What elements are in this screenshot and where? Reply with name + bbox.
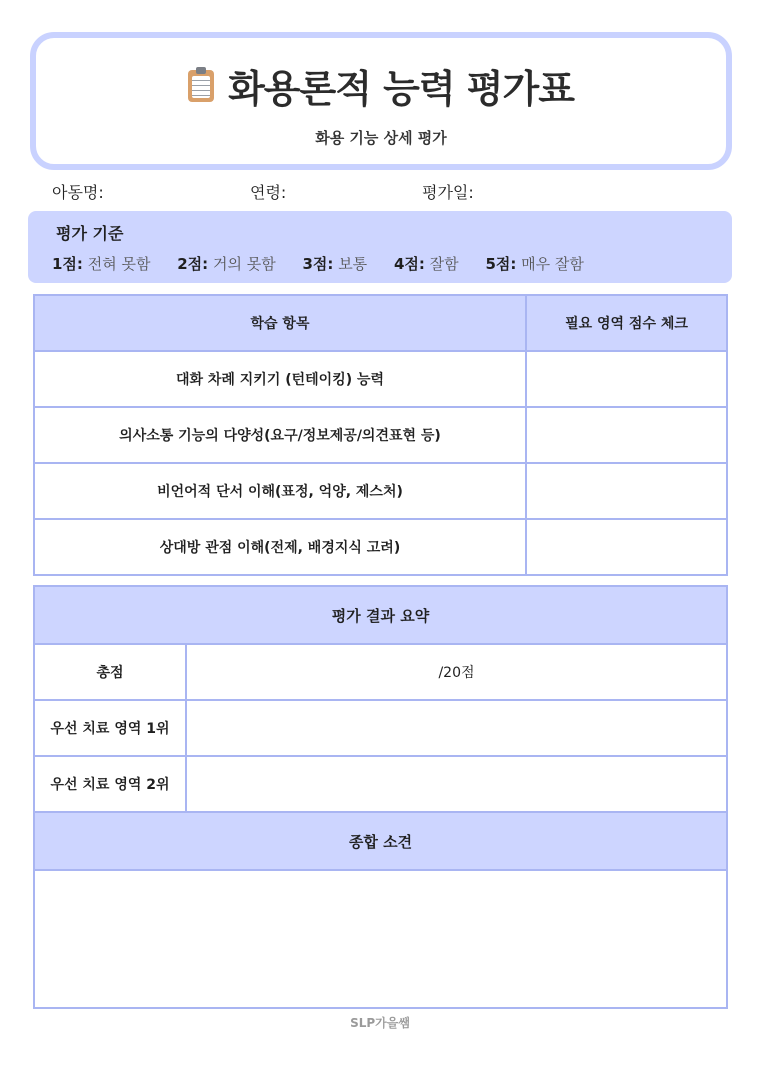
criteria-score: 5점: <box>485 255 517 273</box>
item-label: 상대방 관점 이해(전제, 배경지식 고려) <box>34 519 526 575</box>
opinion-field[interactable] <box>34 870 727 1008</box>
age-label: 연령: <box>250 183 287 202</box>
priority2-label: 우선 치료 영역 2위 <box>34 756 186 812</box>
table-row <box>34 644 727 700</box>
priority1-label: 우선 치료 영역 1위 <box>34 700 186 756</box>
opinion-title: 종합 소견 <box>34 812 727 870</box>
criteria-item <box>485 255 583 273</box>
score-check-cell[interactable] <box>526 407 727 463</box>
page-title-row <box>36 58 726 113</box>
table-row <box>34 351 727 407</box>
priority2-value[interactable] <box>186 756 727 812</box>
summary-title: 평가 결과 요약 <box>34 586 727 644</box>
col-item-header: 학습 항목 <box>34 295 526 351</box>
criteria-score: 4점: <box>393 255 425 273</box>
criteria-score: 3점: <box>302 255 334 273</box>
criteria-item <box>52 255 150 273</box>
score-check-cell[interactable] <box>526 519 727 575</box>
priority1-value[interactable] <box>186 700 727 756</box>
criteria-item <box>302 255 367 273</box>
date-label: 평가일: <box>422 183 474 202</box>
page-subtitle: 화용 기능 상세 평가 <box>315 129 447 147</box>
criteria-item <box>177 255 275 273</box>
criteria-text: 거의 못함 <box>212 255 276 273</box>
criteria-box <box>28 211 732 283</box>
criteria-items <box>52 253 606 274</box>
table-row <box>34 700 727 756</box>
item-label: 비언어적 단서 이해(표정, 억양, 제스처) <box>34 463 526 519</box>
criteria-text: 매우 잘함 <box>521 255 584 273</box>
total-value[interactable]: /20점 <box>186 644 727 700</box>
page-title: 화용론적 능력 평가표 <box>228 67 574 111</box>
table-row <box>34 519 727 575</box>
name-label: 아동명: <box>52 183 104 202</box>
table-row <box>34 407 727 463</box>
clipboard-icon <box>188 70 214 102</box>
score-check-cell[interactable] <box>526 463 727 519</box>
criteria-score: 2점: <box>177 255 209 273</box>
table-row <box>34 463 727 519</box>
criteria-title: 평가 기준 <box>56 224 124 243</box>
item-label: 의사소통 기능의 다양성(요구/정보제공/의견표현 등) <box>34 407 526 463</box>
criteria-text: 전혀 못함 <box>87 255 151 273</box>
summary-table <box>33 585 728 1009</box>
criteria-score: 1점: <box>52 255 83 273</box>
items-table-header <box>34 295 727 351</box>
total-label: 총점 <box>34 644 186 700</box>
score-check-cell[interactable] <box>526 351 727 407</box>
criteria-text: 잘함 <box>429 255 459 273</box>
table-row <box>34 756 727 812</box>
criteria-text: 보통 <box>338 255 368 273</box>
items-table <box>33 294 728 576</box>
header-card <box>30 32 732 170</box>
criteria-item <box>394 255 459 273</box>
item-label: 대화 차례 지키기 (턴테이킹) 능력 <box>34 351 526 407</box>
footer-credit: SLP가을쌤 <box>350 1016 410 1030</box>
col-check-header: 필요 영역 점수 체크 <box>526 295 727 351</box>
